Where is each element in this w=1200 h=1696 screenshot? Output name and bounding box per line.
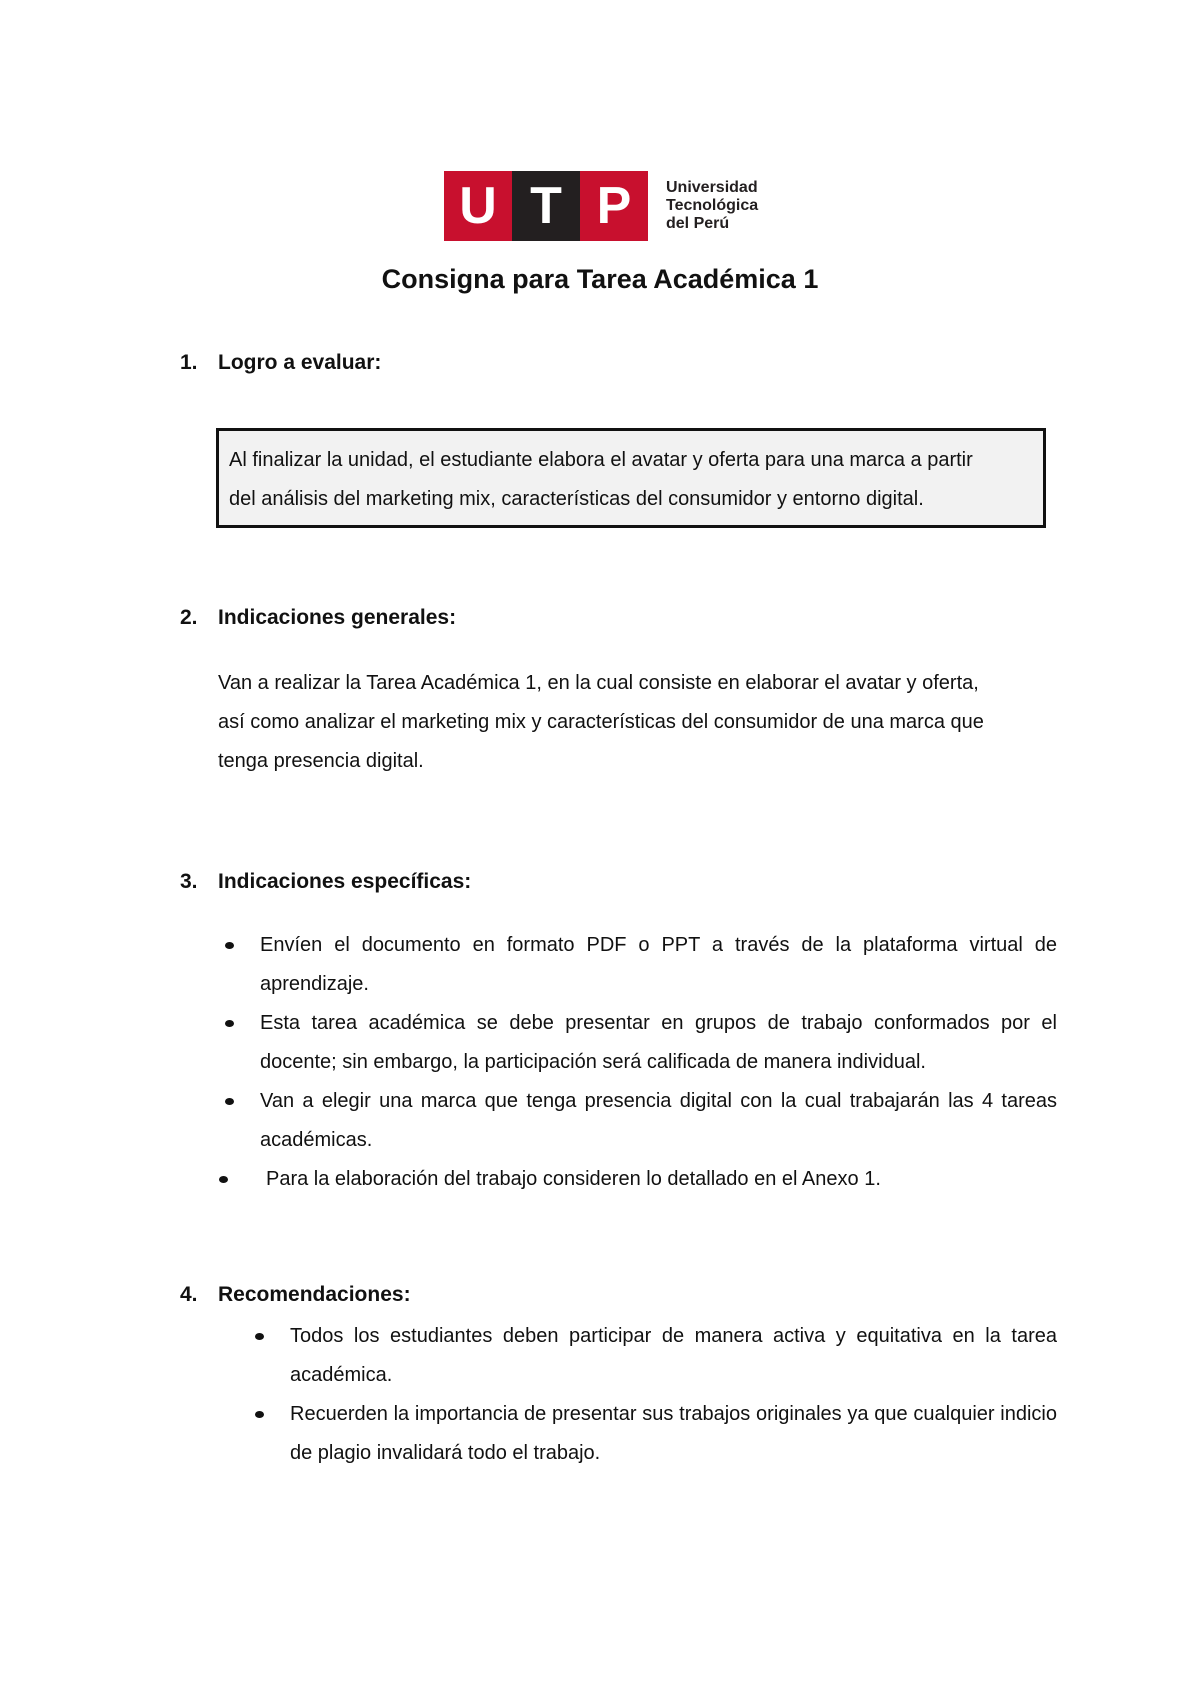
section-number: 4. (180, 1283, 198, 1306)
logro-line: del análisis del marketing mix, características del consumidor y entorno digital. (229, 488, 924, 510)
section-number: 2. (180, 606, 198, 629)
list-item-text: Recuerden la importancia de presentar sus trabajos originales ya que cualquier indicio de plagio invalidará todo el trabajo. (290, 1403, 1057, 1464)
list-item (260, 926, 1057, 1004)
logo-letter-p: P (580, 171, 648, 241)
university-name-line: Tecnológica (666, 197, 759, 214)
list-item-text: Van a elegir una marca que tenga presencia digital con la cual trabajarán las 4 tareas académicas. (260, 1090, 1057, 1151)
especificas-list (260, 926, 1057, 1199)
section-heading-logro (180, 351, 381, 375)
bullet-icon (255, 1333, 264, 1340)
list-item (290, 1395, 1057, 1473)
list-item (260, 1160, 1057, 1199)
section-heading-recomendaciones (180, 1283, 411, 1307)
university-name (666, 179, 758, 233)
paragraph-line: Van a realizar la Tarea Académica 1, en la cual consiste en elaborar el avatar y oferta, (218, 672, 979, 694)
list-item-text: Esta tarea académica se debe presentar en grupos de trabajo conformados por el docente; sin embargo, la participación será calificada de manera individual. (260, 1012, 1057, 1073)
university-name-line: del Perú (666, 215, 730, 232)
section-title: Indicaciones generales: (218, 606, 457, 629)
bullet-icon (225, 942, 234, 949)
bullet-icon (255, 1411, 264, 1418)
section-title: Logro a evaluar: (218, 351, 382, 374)
section-heading-generales (180, 606, 456, 630)
list-item (260, 1004, 1057, 1082)
bullet-icon (219, 1176, 228, 1183)
utp-logo (444, 171, 784, 241)
section-number: 3. (180, 870, 198, 893)
section-title: Indicaciones específicas: (218, 870, 472, 893)
paragraph-line: tenga presencia digital. (218, 750, 424, 772)
list-item (290, 1317, 1057, 1395)
recomendaciones-list (290, 1317, 1057, 1473)
generales-paragraph (218, 664, 1058, 781)
paragraph-line: así como analizar el marketing mix y características del consumidor de una marca que (218, 711, 984, 733)
bullet-icon (225, 1020, 234, 1027)
logo-letter-u: U (444, 171, 512, 241)
list-item (260, 1082, 1057, 1160)
university-name-line: Universidad (666, 179, 758, 196)
page-title: Consigna para Tarea Académica 1 (381, 264, 819, 294)
bullet-icon (225, 1098, 234, 1105)
section-heading-especificas (180, 870, 471, 894)
logro-box (216, 428, 1046, 528)
logo-letter-t: T (512, 171, 580, 241)
list-item-text: Todos los estudiantes deben participar de manera activa y equitativa en la tarea académica. (290, 1325, 1057, 1386)
logro-line: Al finalizar la unidad, el estudiante elabora el avatar y oferta para una marca a partir (229, 449, 973, 471)
section-number: 1. (180, 351, 198, 374)
section-title: Recomendaciones: (218, 1283, 411, 1306)
list-item-text: Para la elaboración del trabajo consideren lo detallado en el Anexo 1. (266, 1168, 881, 1190)
list-item-text: Envíen el documento en formato PDF o PPT a través de la plataforma virtual de aprendizaje. (260, 934, 1057, 995)
